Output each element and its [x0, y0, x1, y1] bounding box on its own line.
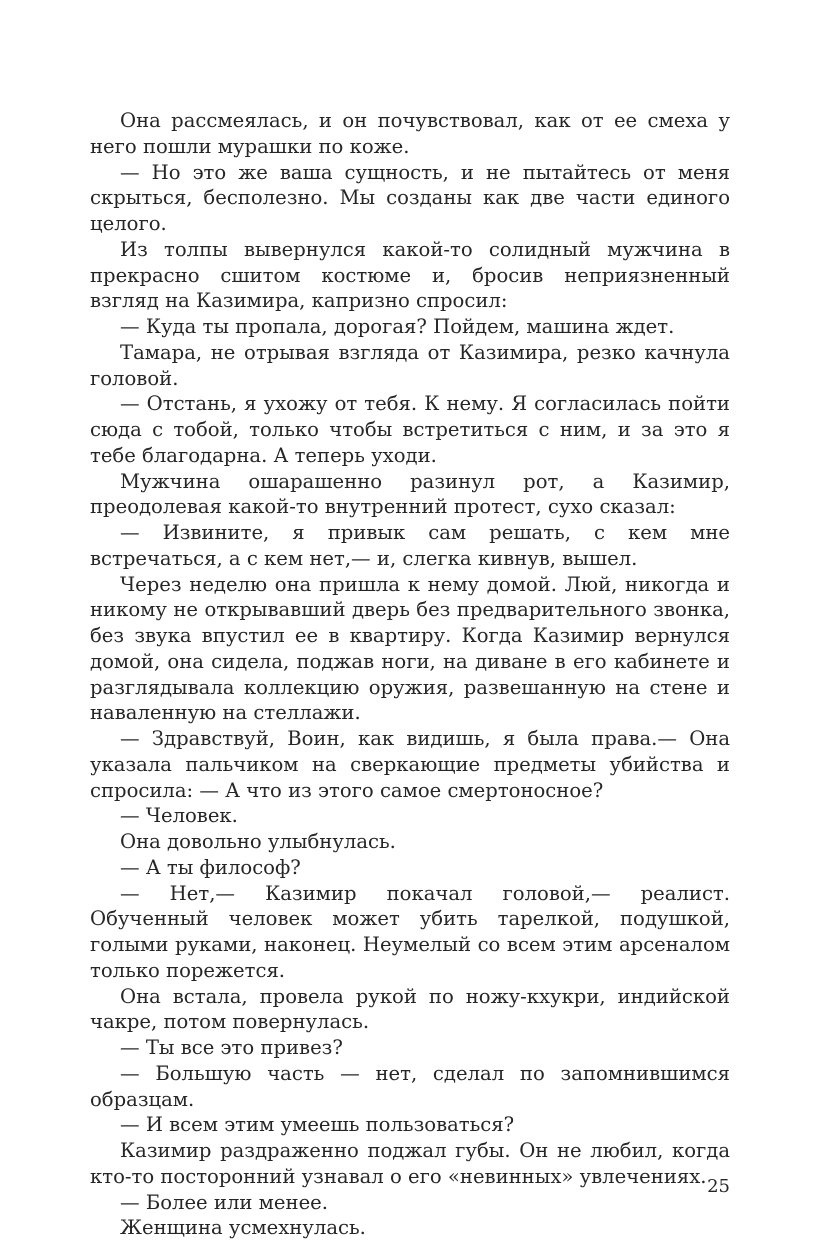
paragraph: Она довольно улыбнулась.	[120, 830, 396, 853]
paragraph: — Большую часть — нет, сделал по запомнившимся образцам.	[90, 1061, 730, 1111]
paragraph: Она встала, провела рукой по ножу-кхукри, индийской чакре, потом повернулась.	[90, 984, 730, 1034]
paragraph: — Нет,— Казимир покачал головой,— реалист. Обученный человек может убить тарелкой, подушкой, голыми руками, наконец. Неумелый со всем этим арсеналом только порежется.	[90, 881, 730, 982]
paragraph: — И всем этим умеешь пользоваться?	[120, 1113, 515, 1137]
paragraph: Женщина усмехнулась.	[120, 1216, 366, 1240]
paragraph: Из толпы вывернулся какой-то солидный мужчина в прекрасно сшитом костюме и, бросив неприязненный взгляд на Казимира, капризно спросил:	[90, 237, 730, 313]
body-text	[90, 108, 730, 1241]
paragraph: Она рассмеялась, и он почувствовал, как от ее смеха у него пошли мурашки по коже.	[90, 109, 730, 158]
paragraph: — А ты философ?	[120, 855, 301, 879]
paragraph: — Более или менее.	[120, 1190, 328, 1214]
paragraph: — Человек.	[120, 804, 238, 828]
paragraph: — Куда ты пропала, дорогая? Пойдем, машина ждет.	[120, 315, 675, 338]
paragraph: — Но это же ваша сущность, и не пытайтесь от меня скрыться, бесполезно. Мы созданы как две части единого целого.	[90, 160, 730, 235]
paragraph: Тамара, не отрывая взгляда от Казимира, резко качнула головой.	[90, 340, 730, 390]
paragraph: — Здравствуй, Воин, как видишь, я была права.— Она указала пальчиком на сверкающие предметы убийства и спросила: — А что из этого самое смертоносное?	[90, 727, 730, 802]
paragraph: Через неделю она пришла к нему домой. Люй, никогда и никому не открывавший дверь без предварительного звонка, без звука впустил ее в квартиру. Когда Казимир вернулся домой, она сидела, поджав ноги, на диване в его кабинете и разглядывала коллекцию оружия, развешанную на стене и наваленную на стеллажи.	[90, 572, 730, 725]
paragraph: — Отстань, я ухожу от тебя. К нему. Я согласилась пойти сюда с тобой, только чтобы встретиться с ним, и за это я тебе благодарна. А теперь уходи.	[90, 392, 730, 467]
paragraph: — Извините, я привык сам решать, с кем мне встречаться, а с кем нет,— и, слегка кивнув, вышел.	[90, 521, 730, 570]
paragraph: Казимир раздраженно поджал губы. Он не любил, когда кто-то посторонний узнавал о его «невинных» увлечениях.	[90, 1139, 730, 1188]
paragraph: — Ты все это привез?	[120, 1036, 343, 1059]
page-number: 25	[707, 1176, 730, 1197]
paragraph: Мужчина ошарашенно разинул рот, а Казимир, преодолевая какой-то внутренний протест, сухо сказал:	[90, 469, 730, 519]
